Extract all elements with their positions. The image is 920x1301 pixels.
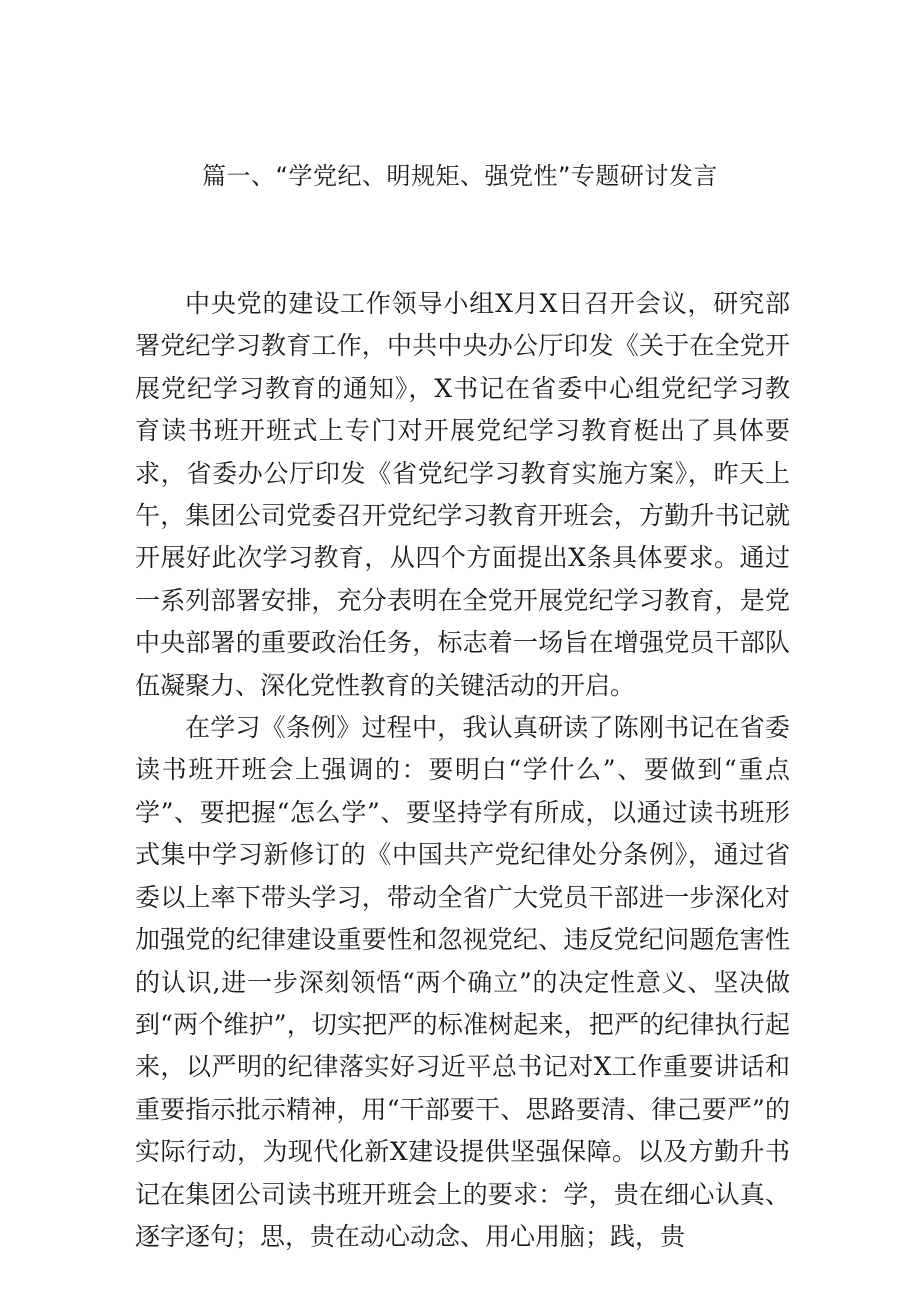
document-body [135, 283, 790, 1258]
paragraph-2: 在学习《条例》过程中，我认真研读了陈刚书记在省委读书班开班会上强调的：要明白“学什么”、要做到“重点学”、要把握“怎么学”、要坚持学有所成，以通过读书班形式集中学习新修订的《中国共产党纪律处分条例》，通过省委以上率下带头学习，带动全省广大党员干部进一步深化对加强党的纪律建设重要性和忽视党纪、违反党纪问题危害性的认识,进一步深刻领悟“两个确立”的决定性意义、坚决做到“两个维护”，切实把严的标准树起来，把严的纪律执行起来，以严明的纪律落实好习近平总书记对X工作重要讲话和重要指示批示精神，用“干部要干、思路要清、律己要严”的实际行动，为现代化新X建设提供坚强保障。以及方勤升书记在集团公司读书班开班会上的要求：学，贵在细心认真、逐字逐句；思，贵在动心动念、用心用脑；践，贵 [135, 713, 790, 1251]
document-title: 篇一、“学党纪、明规矩、强党性”专题研讨发言 [202, 162, 718, 190]
paragraph-1: 中央党的建设工作领导小组X月X日召开会议，研究部署党纪学习教育工作，中共中央办公厅印发《关于在全党开展党纪学习教育的通知》，X书记在省委中心组党纪学习教育读书班开班式上专门对开展党纪学习教育梃出了具体要求，省委办公厅印发《省党纪学习教育实施方案》，昨天上午，集团公司党委召开党纪学习教育开班会，方勤升书记就开展好此次学习教育，从四个方面提出X条具体要求。通过一系列部署安排，充分表明在全党开展党纪学习教育，是党中央部署的重要政治任务，标志着一场旨在增强党员干部队伍凝聚力、深化党性教育的关键活动的开启。 [135, 289, 790, 700]
